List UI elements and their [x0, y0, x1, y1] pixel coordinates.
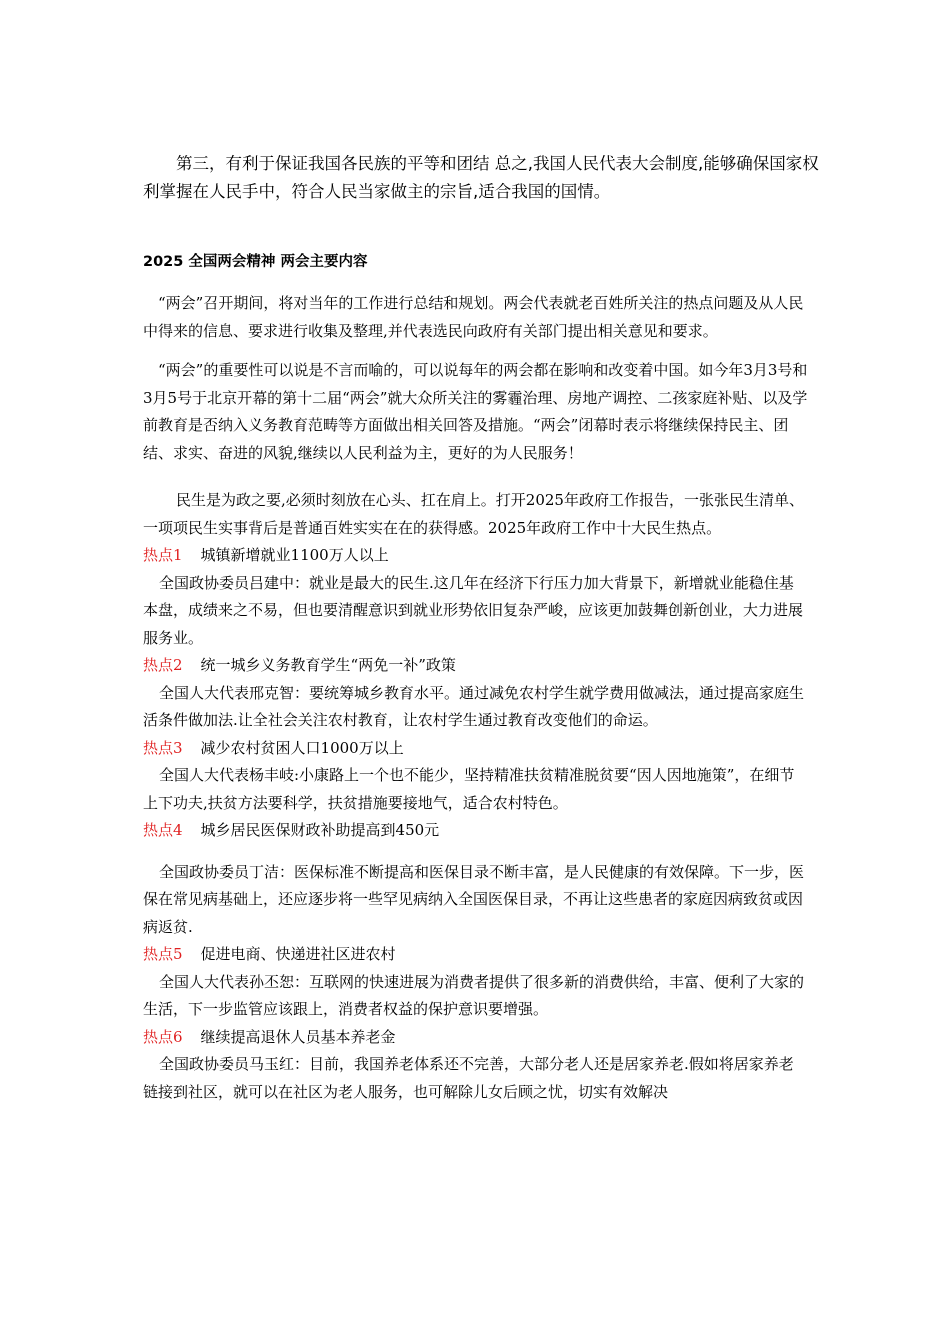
hotspot-6-title	[143, 1024, 808, 1052]
hotspot-3-comment: 全国人大代表杨丰岐:小康路上一个也不能少，坚持精准扶贫精准脱贫要“因人因地施策”，在细节上下功夫,扶贫方法要科学，扶贫措施要接地气，适合农村特色。	[143, 766, 795, 812]
hotspot-6-title-text: 继续提高退休人员基本养老金	[200, 1027, 396, 1046]
hotspot-1-title	[143, 542, 808, 570]
hotspot-3-title-text: 减少农村贫困人口1000万以上	[200, 738, 404, 757]
section-heading: 2025 全国两会精神 两会主要内容	[143, 254, 368, 270]
hotspot-2-comment: 全国人大代表邢克智：要统筹城乡教育水平。通过减免农村学生就学费用做减法，通过提高家庭生活条件做加法.让全社会关注农村教育，让农村学生通过教育改变他们的命运。	[143, 683, 805, 729]
hotspot-3-title	[143, 735, 808, 763]
hotspot-4-comment: 全国政协委员丁洁：医保标准不断提高和医保目录不断丰富，是人民健康的有效保障。下一步，医保在常见病基础上，还应逐步将一些罕见病纳入全国医保目录，不再让这些患者的家庭因病致贫或因病返贫.	[143, 862, 805, 936]
hotspot-5-title-text: 促进电商、快递进社区进农村	[200, 945, 396, 963]
hotspot-4-number: 热点4	[143, 821, 183, 839]
paragraph-two-sessions-importance: “两会”的重要性可以说是不言而喻的，可以说每年的两会都在影响和改变着中国。如今年3月3号和3月5号于北京开幕的第十二届“两会”就大众所关注的雾霾治理、房地产调控、二孩家庭补贴、以及学前教育是否纳入义务教育范畴等方面做出相关回答及措施。“两会”闭幕时表示将继续保持民主、团结、求实、奋进的风貌,继续以人民利益为主，更好的为人民服务！	[143, 361, 808, 462]
hotspot-1-title-text: 城镇新增就业1100万人以上	[200, 546, 389, 564]
intro-paragraph: 第三，有利于保证我国各民族的平等和团结 总之,我国人民代表大会制度,能够确保国家权利掌握在人民手中，符合人民当家做主的宗旨,适合我国的国情。	[143, 154, 819, 201]
hotspot-2-title-text: 统一城乡义务教育学生“两免一补”政策	[200, 656, 456, 674]
hotspot-4-title	[143, 817, 808, 845]
hotspot-6-comment: 全国政协委员马玉红：目前，我国养老体系还不完善，大部分老人还是居家养老.假如将居家养老链接到社区，就可以在社区为老人服务，也可解除儿女后顾之忧，切实有效解决	[143, 1055, 794, 1101]
hotspot-3-number: 热点3	[143, 738, 183, 757]
hotspot-2-title	[143, 652, 808, 680]
hotspot-1-number: 热点1	[143, 546, 183, 564]
hotspot-2-number: 热点2	[143, 656, 183, 674]
hotspot-5-comment: 全国人大代表孙丕恕：互联网的快速进展为消费者提供了很多新的消费供给，丰富、便利了大家的生活，下一步监管应该跟上，消费者权益的保护意识要增强。	[143, 972, 805, 1018]
hotspot-5-title	[143, 941, 808, 969]
hotspot-5-number: 热点5	[143, 945, 183, 963]
hotspot-4-title-text: 城乡居民医保财政补助提高到450元	[200, 821, 440, 839]
paragraph-two-sessions-intro: “两会”召开期间，将对当年的工作进行总结和规划。两会代表就老百姓所关注的热点问题及从人民中得来的信息、要求进行收集及整理,并代表选民向政府有关部门提出相关意见和要求。	[143, 294, 804, 340]
document-body	[143, 290, 808, 1106]
paragraph-livelihood: 民生是为政之要,必须时刻放在心头、扛在肩上。打开2025年政府工作报告，一张张民生清单、一项项民生实事背后是普通百姓实实在在的获得感。2025年政府工作中十大民生热点。	[143, 491, 804, 537]
hotspot-1-comment: 全国政协委员吕建中：就业是最大的民生.这几年在经济下行压力加大背景下，新增就业能稳住基本盘，成绩来之不易，但也要清醒意识到就业形势依旧复杂严峻，应该更加鼓舞创新创业，大力进展服务业。	[143, 573, 804, 647]
hotspot-6-number: 热点6	[143, 1027, 183, 1046]
